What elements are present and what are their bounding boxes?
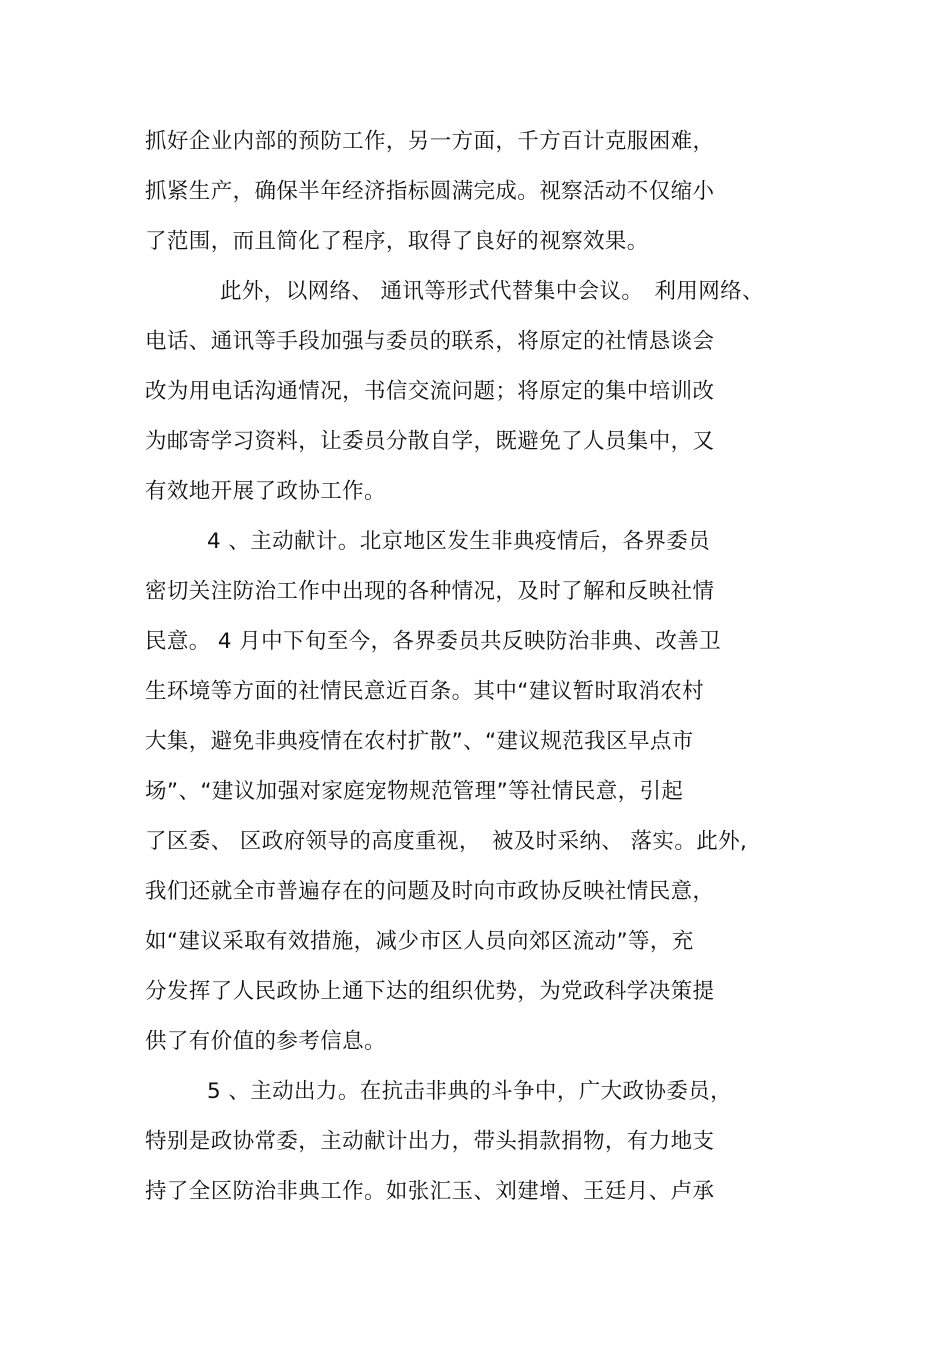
text-line: 了范围，而且简化了程序，取得了良好的视察效果。: [145, 229, 649, 254]
paragraph-first-line: 此外，以网络、 通讯等形式代替集中会议。 利用网络、: [220, 279, 764, 304]
text-line: 我们还就全市普遍存在的问题及时向市政协反映社情民意，: [145, 879, 715, 904]
paragraph-first-line: 5 、主动出力。在抗击非典的斗争中，广大政协委员，: [207, 1079, 733, 1104]
text-line: 生环境等方面的社情民意近百条。其中“建议暂时取消农村: [145, 679, 705, 704]
text-line: 场”、“建议加强对家庭宠物规范管理”等社情民意，引起: [145, 779, 684, 804]
text-line: 电话、通讯等手段加强与委员的联系，将原定的社情恳谈会: [145, 329, 715, 354]
text-line: 改为用电话沟通情况，书信交流问题；将原定的集中培训改: [145, 379, 715, 404]
text-line: 持了全区防治非典工作。如张汇玉、刘建增、王廷月、卢承: [145, 1179, 715, 1204]
text-line: 如“建议采取有效措施，减少市区人员向郊区流动”等，充: [145, 929, 694, 954]
text-line: 特别是政协常委，主动献计出力，带头捐款捐物，有力地支: [145, 1129, 715, 1154]
text-line: 了区委、 区政府领导的高度重视， 被及时采纳、 落实。此外,: [145, 829, 748, 854]
text-line: 为邮寄学习资料，让委员分散自学，既避免了人员集中，又: [145, 429, 715, 454]
text-line: 供了有价值的参考信息。: [145, 1029, 386, 1054]
paragraph-first-line: 4 、主动献计。北京地区发生非典疫情后，各界委员: [207, 529, 711, 554]
text-line: 分发挥了人民政协上通下达的组织优势，为党政科学决策提: [145, 979, 715, 1004]
text-line: 大集，避免非典疫情在农村扩散”、“建议规范我区早点市: [145, 729, 694, 754]
text-line: 密切关注防治工作中出现的各种情况，及时了解和反映社情: [145, 579, 715, 604]
text-line: 民意。 4 月中下旬至今，各界委员共反映防治非典、改善卫: [145, 629, 722, 654]
text-line: 抓紧生产，确保半年经济指标圆满完成。视察活动不仅缩小: [145, 179, 715, 204]
text-line: 有效地开展了政协工作。: [145, 479, 386, 504]
text-line: 抓好企业内部的预防工作，另一方面，千方百计克服困难，: [145, 129, 715, 154]
